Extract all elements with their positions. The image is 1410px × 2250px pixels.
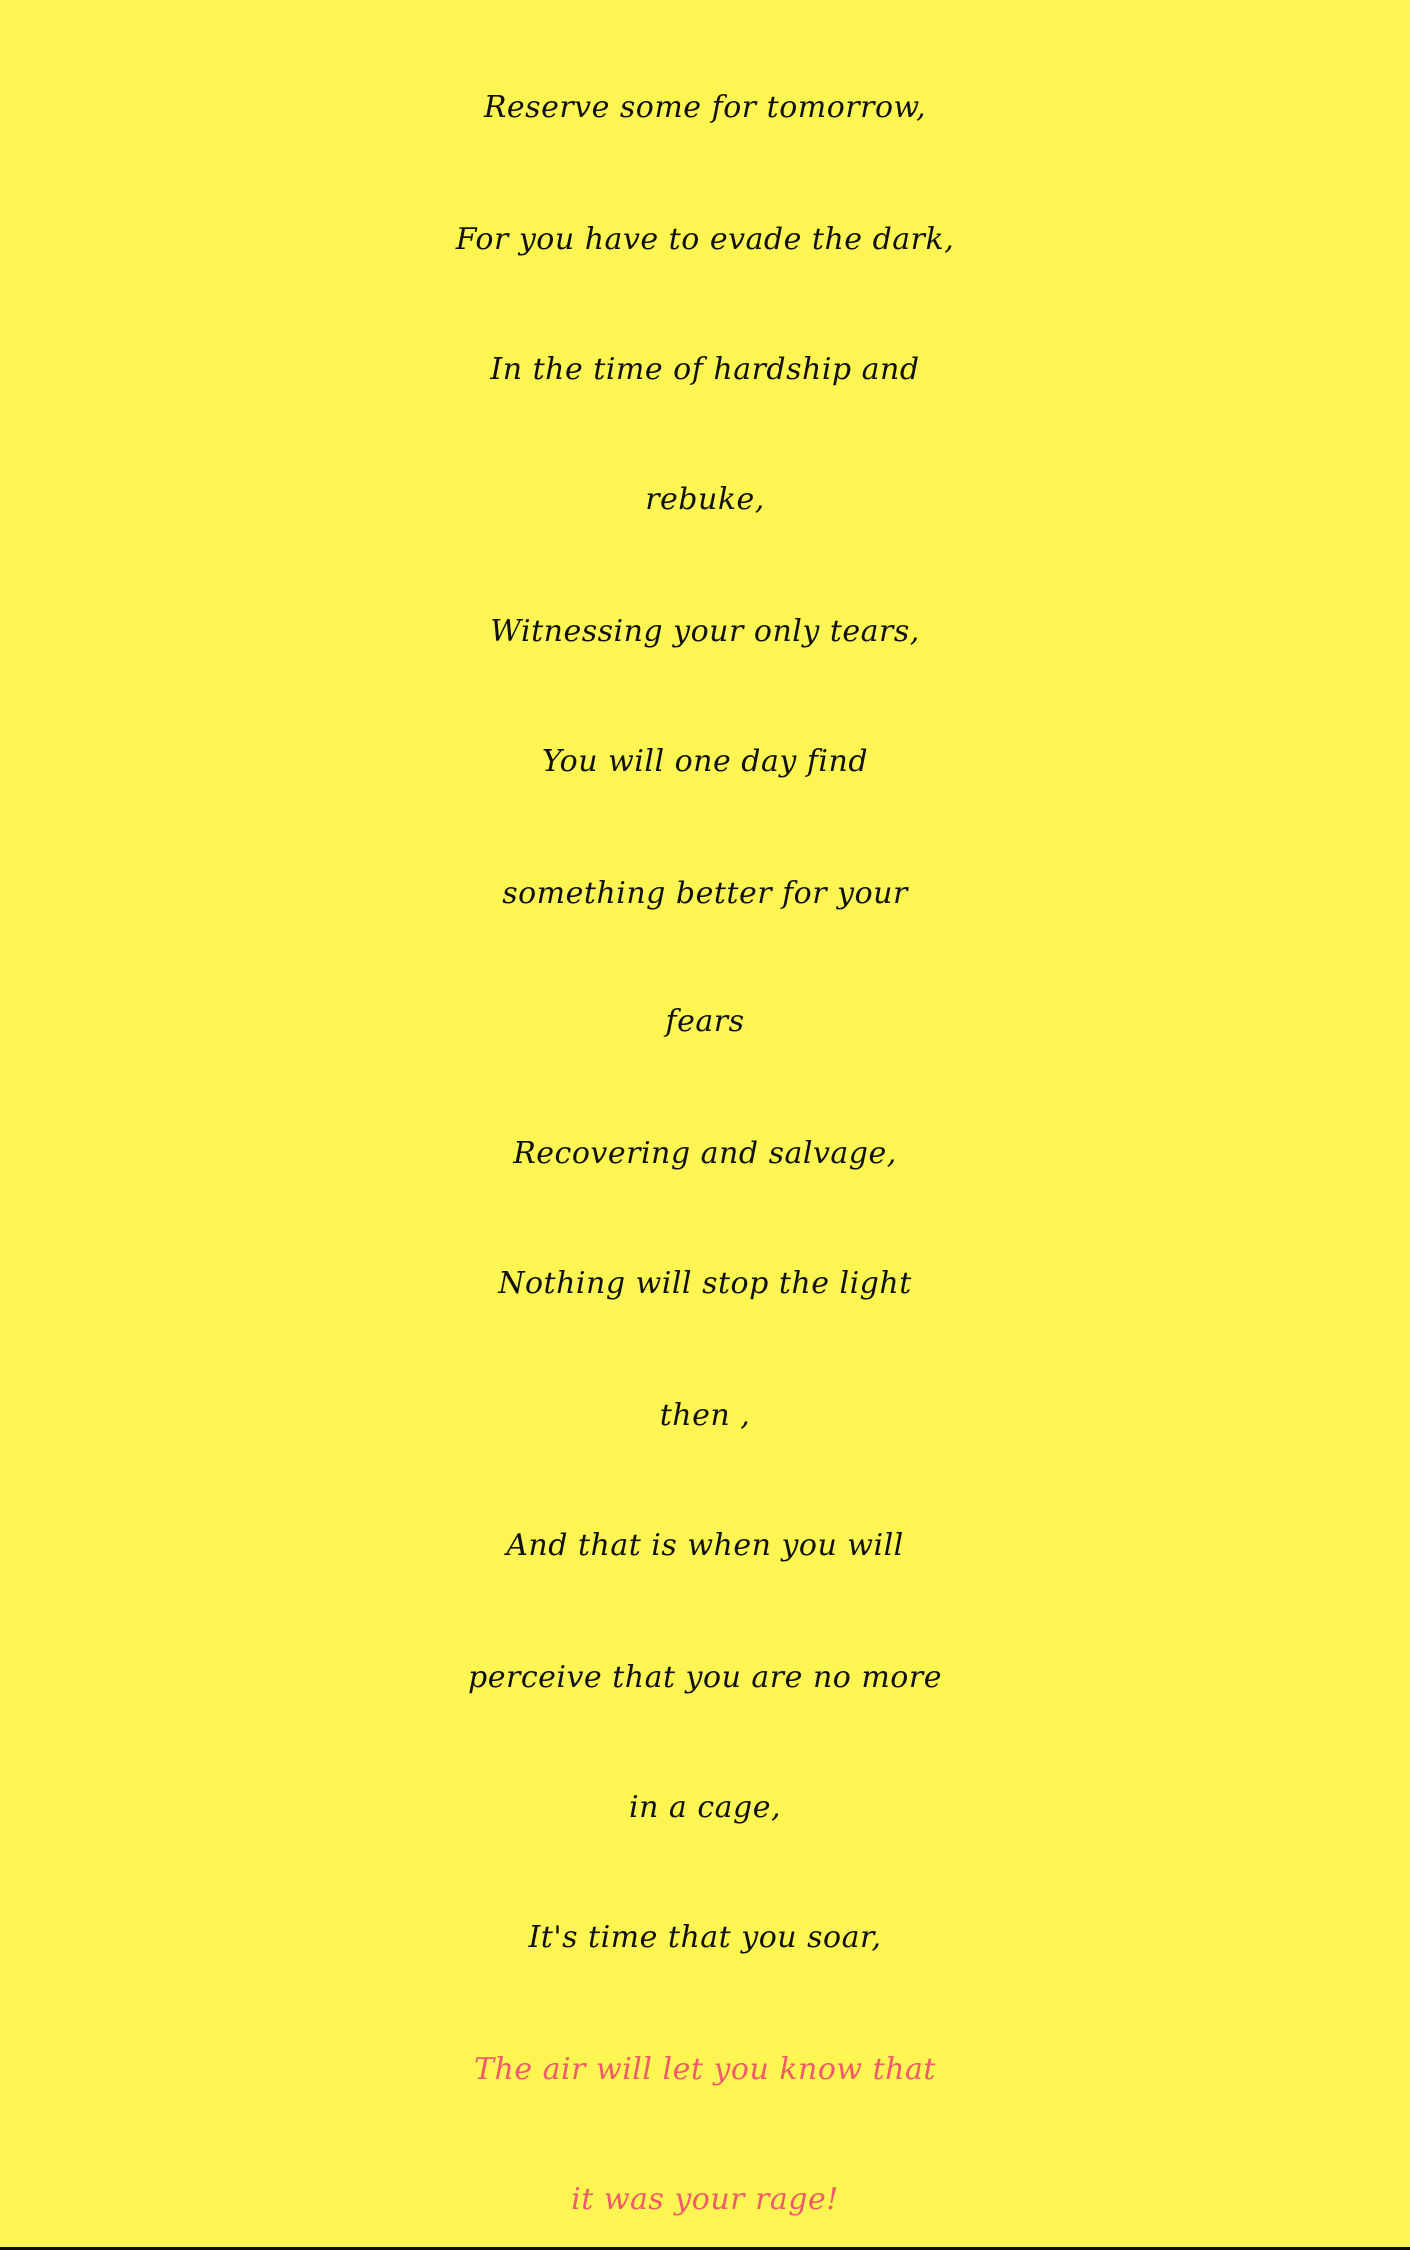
poem-line: fears — [665, 1004, 745, 1039]
poem-line: rebuke, — [645, 482, 765, 517]
poem-line: Witnessing your only tears, — [490, 614, 920, 649]
poem-line: Recovering and salvage, — [513, 1136, 897, 1171]
poem-line: And that is when you will — [506, 1528, 904, 1563]
poem-line: Reserve some for tomorrow, — [483, 90, 927, 125]
poem-line: You will one day find — [541, 744, 869, 779]
poem-line: perceive that you are no more — [468, 1660, 942, 1695]
poem-line: It's time that you soar, — [528, 1920, 882, 1955]
poem-line: in a cage, — [628, 1790, 782, 1825]
poem-line: In the time of hardship and — [490, 352, 920, 387]
poem-line-accent: it was your rage! — [571, 2182, 839, 2217]
poem-line: something better for your — [502, 876, 908, 911]
poem-line: For you have to evade the dark, — [455, 222, 955, 257]
poem-line: Nothing will stop the light — [498, 1266, 912, 1301]
poem-line-accent: The air will let you know that — [474, 2052, 936, 2087]
poem-line: then , — [659, 1398, 751, 1433]
